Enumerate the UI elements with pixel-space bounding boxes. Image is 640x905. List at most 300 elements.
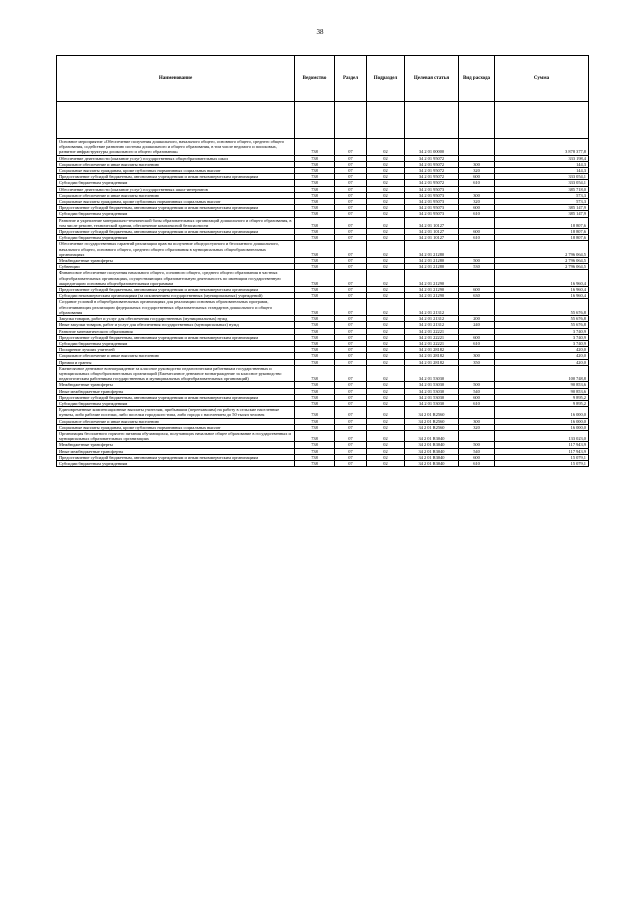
row-target-article: 34 2 01 21312 — [405, 299, 459, 316]
row-razdel: 07 — [335, 217, 367, 228]
row-expense-type: 300 — [459, 353, 495, 359]
row-razdel: 07 — [335, 293, 367, 299]
row-razdel: 07 — [335, 353, 367, 359]
row-podrazdel: 02 — [367, 287, 405, 293]
row-podrazdel: 02 — [367, 353, 405, 359]
row-sum: 3 740,9 — [495, 328, 589, 334]
row-expense-type: 540 — [459, 448, 495, 454]
row-vedomstvo: 738 — [295, 340, 335, 346]
row-razdel: 07 — [335, 394, 367, 400]
row-target-article: 34 2 01 53030 — [405, 400, 459, 406]
row-podrazdel: 02 — [367, 442, 405, 448]
row-vedomstvo: 738 — [295, 241, 335, 258]
row-target-article: 34 2 01 95073 — [405, 186, 459, 192]
row-vedomstvo: 738 — [295, 347, 335, 353]
row-target-article: 34 2 01 95072 — [405, 161, 459, 167]
row-vedomstvo: 738 — [295, 460, 335, 466]
row-vedomstvo: 738 — [295, 192, 335, 198]
row-razdel: 07 — [335, 235, 367, 241]
row-sum: 144,3 — [495, 161, 589, 167]
row-vedomstvo: 738 — [295, 287, 335, 293]
row-razdel: 07 — [335, 340, 367, 346]
row-vedomstvo: 738 — [295, 139, 335, 156]
row-podrazdel: 02 — [367, 174, 405, 180]
row-sum: 15 079,1 — [495, 460, 589, 466]
row-name: Субсидии бюджетным учреждениям — [57, 340, 295, 346]
row-target-article: 34 2 01 R3040 — [405, 430, 459, 441]
row-name: Субвенции — [57, 264, 295, 270]
row-podrazdel: 02 — [367, 430, 405, 441]
row-name: Предоставление субсидий бюджетным, автономным учреждениям и иным некоммерческим организациям — [57, 287, 295, 293]
row-expense-type — [459, 241, 495, 258]
spacer-row — [57, 102, 589, 139]
row-target-article: 34 2 01 21280 — [405, 264, 459, 270]
row-name: Обеспечение деятельности (оказание услуг) государственных общеобразовательных школ — [57, 155, 295, 161]
row-podrazdel: 02 — [367, 168, 405, 174]
row-target-article: 34 2 01 21290 — [405, 270, 459, 287]
row-sum: 420,0 — [495, 347, 589, 353]
row-podrazdel: 02 — [367, 460, 405, 466]
row-sum: 385 718,0 — [495, 186, 589, 192]
row-sum: 55 676,8 — [495, 322, 589, 328]
row-razdel: 07 — [335, 205, 367, 211]
header-target-article: Целевая статья — [405, 56, 459, 102]
row-sum: 385 147,9 — [495, 211, 589, 217]
row-vedomstvo: 738 — [295, 394, 335, 400]
row-expense-type: 610 — [459, 460, 495, 466]
row-podrazdel: 02 — [367, 205, 405, 211]
row-razdel: 07 — [335, 316, 367, 322]
row-expense-type: 320 — [459, 424, 495, 430]
row-razdel: 07 — [335, 424, 367, 430]
row-sum: 117 943,9 — [495, 448, 589, 454]
row-sum: 18 807,6 — [495, 229, 589, 235]
row-expense-type — [459, 217, 495, 228]
row-name: Социальные выплаты гражданам, кроме публичных нормативных социальных выплат — [57, 199, 295, 205]
row-target-article: 34 2 01 95073 — [405, 192, 459, 198]
row-razdel: 07 — [335, 192, 367, 198]
row-name: Организация бесплатного горячего питания обучающихся, получающих начальное общее образование в государственных и муниципальных образовательных организациях — [57, 430, 295, 441]
row-razdel: 07 — [335, 168, 367, 174]
row-name: Субсидии бюджетным учреждениям — [57, 211, 295, 217]
row-sum: 385 147,9 — [495, 205, 589, 211]
row-name: Социальные выплаты гражданам, кроме публичных нормативных социальных выплат — [57, 168, 295, 174]
row-expense-type — [459, 270, 495, 287]
row-vedomstvo: 738 — [295, 430, 335, 441]
row-expense-type — [459, 365, 495, 382]
row-podrazdel: 02 — [367, 211, 405, 217]
row-vedomstvo: 738 — [295, 418, 335, 424]
table-row — [57, 430, 589, 441]
row-name: Предоставление субсидий бюджетным, автономным учреждениям и иным некоммерческим организациям — [57, 394, 295, 400]
row-podrazdel: 02 — [367, 365, 405, 382]
row-expense-type: 610 — [459, 180, 495, 186]
table-row — [57, 241, 589, 258]
row-razdel: 07 — [335, 448, 367, 454]
row-podrazdel: 02 — [367, 322, 405, 328]
row-name: Субсидии бюджетным учреждениям — [57, 460, 295, 466]
row-podrazdel: 02 — [367, 454, 405, 460]
row-razdel: 07 — [335, 199, 367, 205]
row-razdel: 07 — [335, 347, 367, 353]
table-row — [57, 365, 589, 382]
row-razdel: 07 — [335, 400, 367, 406]
row-razdel: 07 — [335, 186, 367, 192]
row-expense-type: 350 — [459, 359, 495, 365]
row-name: Предоставление субсидий бюджетным, автономным учреждениям и иным некоммерческим организациям — [57, 229, 295, 235]
row-target-article: 34 2 01 R3040 — [405, 448, 459, 454]
page-number: 38 — [316, 28, 324, 36]
row-razdel: 07 — [335, 454, 367, 460]
row-razdel: 07 — [335, 287, 367, 293]
row-expense-type: 500 — [459, 258, 495, 264]
row-podrazdel: 02 — [367, 328, 405, 334]
budget-table — [56, 55, 589, 467]
row-vedomstvo: 738 — [295, 382, 335, 388]
row-name: Иные закупки товаров, работ и услуг для обеспечения государственных (муниципальных) нужд — [57, 322, 295, 328]
row-target-article: 34 2 01 21290 — [405, 287, 459, 293]
row-podrazdel: 02 — [367, 217, 405, 228]
row-sum: 333 054,1 — [495, 174, 589, 180]
row-target-article: 34 2 01 10127 — [405, 229, 459, 235]
row-sum: 3 740,9 — [495, 340, 589, 346]
row-name: Социальное обеспечение и иные выплаты населению — [57, 161, 295, 167]
table-row — [57, 460, 589, 466]
row-expense-type: 200 — [459, 316, 495, 322]
row-expense-type: 530 — [459, 264, 495, 270]
row-vedomstvo: 738 — [295, 365, 335, 382]
row-podrazdel: 02 — [367, 407, 405, 418]
row-name: Субсидии бюджетным учреждениям — [57, 400, 295, 406]
row-razdel: 07 — [335, 407, 367, 418]
row-vedomstvo: 738 — [295, 161, 335, 167]
row-target-article: 34 2 01 22221 — [405, 340, 459, 346]
row-podrazdel: 02 — [367, 388, 405, 394]
row-razdel: 07 — [335, 299, 367, 316]
row-podrazdel: 02 — [367, 139, 405, 156]
row-sum: 16 960,4 — [495, 270, 589, 287]
row-podrazdel: 02 — [367, 347, 405, 353]
row-podrazdel: 02 — [367, 424, 405, 430]
row-sum: 3 740,9 — [495, 334, 589, 340]
row-expense-type: 500 — [459, 382, 495, 388]
row-name: Предоставление субсидий бюджетным, автономным учреждениям и иным некоммерческим организациям — [57, 454, 295, 460]
row-name: Межбюджетные трансферты — [57, 382, 295, 388]
row-razdel: 07 — [335, 460, 367, 466]
row-sum: 18 807,6 — [495, 217, 589, 228]
row-expense-type: 600 — [459, 205, 495, 211]
row-name: Межбюджетные трансферты — [57, 258, 295, 264]
row-name: Развитие и укрепление материально-технической базы образовательных организаций дошкольного и общего образования, в том числе ремонт, технической здании, обеспечение комплексной безопасности — [57, 217, 295, 228]
header-sum: Сумма — [495, 56, 589, 102]
row-podrazdel: 02 — [367, 264, 405, 270]
row-target-article: 34 2 01 21290 — [405, 293, 459, 299]
row-razdel: 07 — [335, 382, 367, 388]
row-vedomstvo: 738 — [295, 388, 335, 394]
row-vedomstvo: 738 — [295, 448, 335, 454]
row-sum: 16 000,0 — [495, 418, 589, 424]
row-target-article: 34 2 01 22221 — [405, 334, 459, 340]
row-expense-type: 600 — [459, 287, 495, 293]
row-expense-type: 500 — [459, 442, 495, 448]
row-target-article: 34 2 01 21312 — [405, 316, 459, 322]
row-name: Финансовое обеспечение получения начального общего, основного общего, среднего общего образования в частных общеобразовательных организациях, осуществляющих образовательную деятельность по имеющим государственную аккредитацию основным общеобразовательным программам — [57, 270, 295, 287]
row-target-article: 34 2 01 21280 — [405, 258, 459, 264]
row-name: Ежемесячное денежное вознаграждение за классное руководство педагогическим работникам государственных и муниципальных общеобразовательных организаций (Ежемесячное денежное вознаграждение за классное руководство педагогическим работникам государственных и муниципальных общеобразовательных организаций) — [57, 365, 295, 382]
row-expense-type: 300 — [459, 418, 495, 424]
row-vedomstvo: 738 — [295, 442, 335, 448]
row-podrazdel: 02 — [367, 418, 405, 424]
row-expense-type: 300 — [459, 192, 495, 198]
row-podrazdel: 02 — [367, 340, 405, 346]
row-target-article: 34 2 01 53030 — [405, 365, 459, 382]
row-sum: 333 198,4 — [495, 155, 589, 161]
row-sum: 16 960,4 — [495, 293, 589, 299]
row-sum: 420,0 — [495, 353, 589, 359]
row-vedomstvo: 738 — [295, 235, 335, 241]
row-razdel: 07 — [335, 430, 367, 441]
row-sum: 55 676,8 — [495, 316, 589, 322]
row-vedomstvo: 738 — [295, 424, 335, 430]
row-sum: 16 000,0 — [495, 407, 589, 418]
row-podrazdel: 02 — [367, 229, 405, 235]
row-razdel: 07 — [335, 359, 367, 365]
row-podrazdel: 02 — [367, 180, 405, 186]
row-target-article: 34 2 01 R3040 — [405, 442, 459, 448]
row-sum: 3 878 377,8 — [495, 139, 589, 156]
row-target-article: 34 2 01 95072 — [405, 155, 459, 161]
row-razdel: 07 — [335, 264, 367, 270]
row-target-article: 34 2 01 95073 — [405, 205, 459, 211]
row-podrazdel: 02 — [367, 382, 405, 388]
row-target-article: 34 2 01 28182 — [405, 359, 459, 365]
row-expense-type: 610 — [459, 211, 495, 217]
row-sum: 573,3 — [495, 199, 589, 205]
row-razdel: 07 — [335, 229, 367, 235]
row-podrazdel: 02 — [367, 394, 405, 400]
row-target-article: 34 2 01 00000 — [405, 139, 459, 156]
row-vedomstvo: 738 — [295, 155, 335, 161]
row-expense-type: 300 — [459, 161, 495, 167]
row-vedomstvo: 738 — [295, 186, 335, 192]
row-name: Межбюджетные трансферты — [57, 442, 295, 448]
row-expense-type: 600 — [459, 334, 495, 340]
row-expense-type: 320 — [459, 199, 495, 205]
row-expense-type: 600 — [459, 174, 495, 180]
row-name: Создание условий в общеобразовательных организациях для реализации основных образовательных программ, обеспечивающих реализацию федеральных государственных образовательных стандартов дошкольного и общего образования — [57, 299, 295, 316]
row-target-article: 34 2 01 22221 — [405, 328, 459, 334]
row-expense-type: 600 — [459, 229, 495, 235]
row-target-article: 34 2 01 95073 — [405, 211, 459, 217]
row-expense-type — [459, 407, 495, 418]
row-sum: 133 023,0 — [495, 430, 589, 441]
row-name: Обеспечение государственных гарантий реализации прав на получение общедоступного и бесплатного дошкольного, начального общего, основного общего, среднего общего образования в муниципальных общеобразовательных организациях — [57, 241, 295, 258]
row-name: Социальное обеспечение и иные выплаты населению — [57, 418, 295, 424]
header-razdel: Раздел — [335, 56, 367, 102]
row-name: Закупка товаров, работ и услуг для обеспечения государственных (муниципальных) нужд — [57, 316, 295, 322]
row-vedomstvo: 738 — [295, 299, 335, 316]
row-target-article: 34 2 01 53030 — [405, 382, 459, 388]
row-vedomstvo: 738 — [295, 217, 335, 228]
row-razdel: 07 — [335, 155, 367, 161]
row-razdel: 07 — [335, 241, 367, 258]
row-razdel: 07 — [335, 365, 367, 382]
row-target-article: 34 2 01 95073 — [405, 199, 459, 205]
table-row — [57, 407, 589, 418]
row-sum: 100 748,8 — [495, 365, 589, 382]
row-sum: 9 895,2 — [495, 400, 589, 406]
row-name: Субсидии некоммерческим организациям (за исключением государственных (муниципальных) учреждений) — [57, 293, 295, 299]
row-target-article: 34 2 01 95072 — [405, 168, 459, 174]
row-vedomstvo: 738 — [295, 400, 335, 406]
row-target-article: 34 2 01 21280 — [405, 241, 459, 258]
row-podrazdel: 02 — [367, 186, 405, 192]
row-name: Субсидии бюджетным учреждениям — [57, 180, 295, 186]
row-expense-type: 600 — [459, 454, 495, 460]
row-expense-type: 610 — [459, 235, 495, 241]
row-razdel: 07 — [335, 334, 367, 340]
row-podrazdel: 02 — [367, 316, 405, 322]
row-name: Социальное обеспечение и иные выплаты населению — [57, 353, 295, 359]
row-target-article: 34 2 01 95072 — [405, 174, 459, 180]
row-target-article: 34 2 01 95072 — [405, 180, 459, 186]
row-expense-type: 610 — [459, 340, 495, 346]
row-name: Предоставление субсидий бюджетным, автономным учреждениям и иным некоммерческим организациям — [57, 205, 295, 211]
row-target-article: 34 2 01 53030 — [405, 388, 459, 394]
header-expense-type: Вид расхода — [459, 56, 495, 102]
row-podrazdel: 02 — [367, 400, 405, 406]
row-razdel: 07 — [335, 322, 367, 328]
row-expense-type — [459, 299, 495, 316]
row-podrazdel: 02 — [367, 199, 405, 205]
table-row — [57, 299, 589, 316]
table-row — [57, 270, 589, 287]
row-target-article: 34 2 01 10127 — [405, 217, 459, 228]
row-vedomstvo: 738 — [295, 174, 335, 180]
row-name: Основное мероприятие «Обеспечение получения дошкольного, начального общего, основного общего, среднего общего образования, содействие развитию системы дошкольного и общего образования, в том числе ведомого и поисковых, развитие инфраструктуры дошкольного и общего образования» — [57, 139, 295, 156]
row-vedomstvo: 738 — [295, 359, 335, 365]
row-podrazdel: 02 — [367, 161, 405, 167]
row-vedomstvo: 738 — [295, 322, 335, 328]
row-sum: 90 853,6 — [495, 382, 589, 388]
row-sum: 144,3 — [495, 168, 589, 174]
table-row — [57, 139, 589, 156]
row-vedomstvo: 738 — [295, 199, 335, 205]
row-sum: 16 000,0 — [495, 424, 589, 430]
row-sum: 420,0 — [495, 359, 589, 365]
row-sum: 2 796 064,5 — [495, 241, 589, 258]
row-razdel: 07 — [335, 161, 367, 167]
row-vedomstvo: 738 — [295, 205, 335, 211]
row-sum: 573,3 — [495, 192, 589, 198]
row-expense-type: 320 — [459, 168, 495, 174]
row-podrazdel: 02 — [367, 270, 405, 287]
row-target-article: 34 2 01 R2560 — [405, 418, 459, 424]
table-header-row — [57, 56, 589, 102]
row-target-article: 34 2 01 28182 — [405, 347, 459, 353]
row-target-article: 34 2 01 R3040 — [405, 460, 459, 466]
row-vedomstvo: 738 — [295, 293, 335, 299]
row-expense-type: 600 — [459, 394, 495, 400]
row-sum: 333 054,1 — [495, 180, 589, 186]
row-razdel: 07 — [335, 139, 367, 156]
row-vedomstvo: 738 — [295, 353, 335, 359]
header-podrazdel: Подраздел — [367, 56, 405, 102]
row-target-article: 34 2 01 28182 — [405, 353, 459, 359]
row-razdel: 07 — [335, 442, 367, 448]
row-expense-type — [459, 430, 495, 441]
row-podrazdel: 02 — [367, 334, 405, 340]
row-target-article: 34 2 01 53030 — [405, 394, 459, 400]
row-podrazdel: 02 — [367, 293, 405, 299]
row-podrazdel: 02 — [367, 359, 405, 365]
row-vedomstvo: 738 — [295, 316, 335, 322]
row-sum: 90 853,6 — [495, 388, 589, 394]
row-razdel: 07 — [335, 328, 367, 334]
row-razdel: 07 — [335, 270, 367, 287]
row-vedomstvo: 738 — [295, 258, 335, 264]
row-target-article: 34 2 01 R2560 — [405, 424, 459, 430]
row-razdel: 07 — [335, 258, 367, 264]
row-vedomstvo: 738 — [295, 270, 335, 287]
row-name: Премии и гранты — [57, 359, 295, 365]
row-name: Субсидии бюджетным учреждениям — [57, 235, 295, 241]
row-vedomstvo: 738 — [295, 168, 335, 174]
row-name: Развитие математического образования — [57, 328, 295, 334]
row-sum: 15 079,1 — [495, 454, 589, 460]
row-name: Обеспечение деятельности (оказание услуг) государственных школ-интернатов — [57, 186, 295, 192]
row-razdel: 07 — [335, 174, 367, 180]
row-target-article: 34 2 01 R3040 — [405, 454, 459, 460]
row-target-article: 34 2 01 R2560 — [405, 407, 459, 418]
row-sum: 117 943,9 — [495, 442, 589, 448]
header-name: Наименование — [57, 56, 295, 102]
row-sum: 16 960,4 — [495, 287, 589, 293]
row-vedomstvo: 738 — [295, 407, 335, 418]
table-row — [57, 217, 589, 228]
row-name: Иные межбюджетные трансферты — [57, 388, 295, 394]
row-podrazdel: 02 — [367, 241, 405, 258]
row-name: Социальные выплаты гражданам, кроме публичных нормативных социальных выплат — [57, 424, 295, 430]
row-expense-type — [459, 139, 495, 156]
row-razdel: 07 — [335, 180, 367, 186]
row-vedomstvo: 738 — [295, 211, 335, 217]
row-vedomstvo: 738 — [295, 328, 335, 334]
row-podrazdel: 02 — [367, 155, 405, 161]
row-name: Иные межбюджетные трансферты — [57, 448, 295, 454]
row-sum: 2 796 064,5 — [495, 264, 589, 270]
row-expense-type: 240 — [459, 322, 495, 328]
row-podrazdel: 02 — [367, 192, 405, 198]
row-vedomstvo: 738 — [295, 180, 335, 186]
row-podrazdel: 02 — [367, 235, 405, 241]
row-name: Единовременные компенсационные выплаты учителям, прибывшим (переехавшим) на работу в сельские населенные пункты, либо рабочие поселки, либо поселки городского типа, либо города с населением до 50 тысяч человек — [57, 407, 295, 418]
row-vedomstvo: 738 — [295, 229, 335, 235]
row-name: Предоставление субсидий бюджетным, автономным учреждениям и иным некоммерческим организациям — [57, 334, 295, 340]
row-podrazdel: 02 — [367, 299, 405, 316]
row-expense-type: 630 — [459, 293, 495, 299]
row-razdel: 07 — [335, 211, 367, 217]
row-vedomstvo: 738 — [295, 334, 335, 340]
row-razdel: 07 — [335, 388, 367, 394]
row-vedomstvo: 738 — [295, 264, 335, 270]
row-name: Поощрение лучших учителей — [57, 347, 295, 353]
row-expense-type: 540 — [459, 388, 495, 394]
row-name: Социальное обеспечение и иные выплаты населению — [57, 192, 295, 198]
row-razdel: 07 — [335, 418, 367, 424]
row-podrazdel: 02 — [367, 448, 405, 454]
row-vedomstvo: 738 — [295, 454, 335, 460]
